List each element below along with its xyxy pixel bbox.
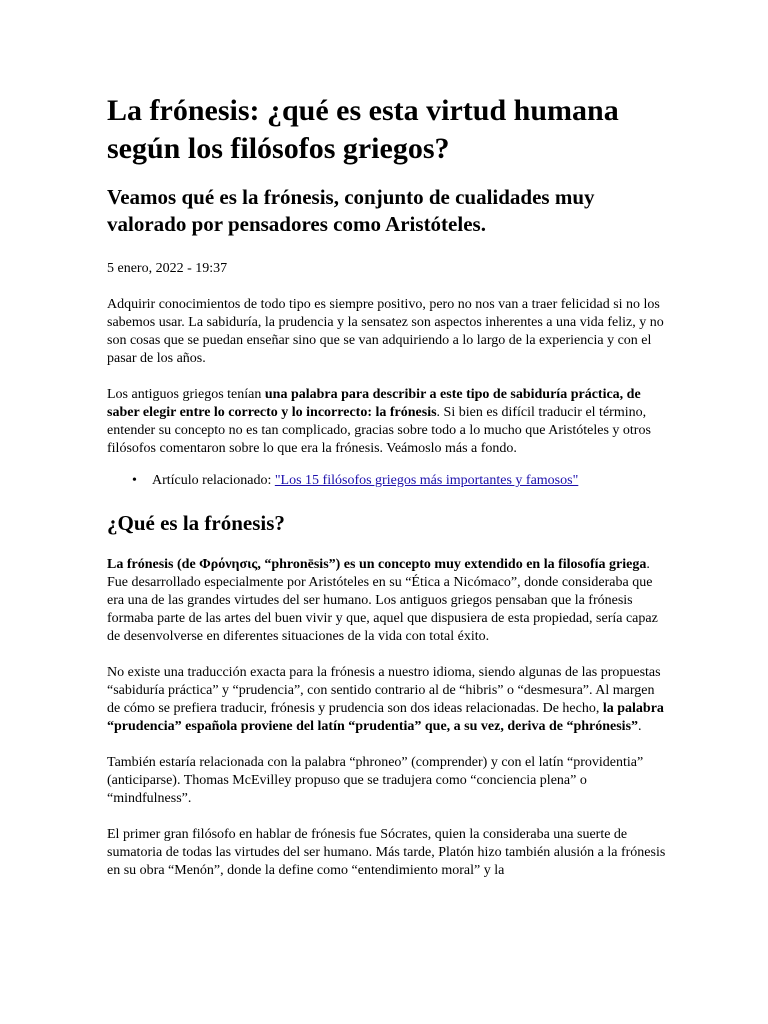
section-paragraph-1 bbox=[107, 556, 667, 646]
intro-p2-bold: una palabra para describir a este tipo de sabiduría práctica, de saber elegir entre lo correcto y lo incorrecto: la frónesis bbox=[107, 387, 641, 420]
related-article-item bbox=[107, 472, 667, 490]
related-article-list bbox=[107, 472, 667, 490]
section-heading: ¿Qué es la frónesis? bbox=[107, 511, 285, 535]
intro-p2-text-after: . Si bien es difícil traducir el término, entender su concepto no es tan complicado, gracias sobre todo a lo mucho que Aristóteles y otros filósofos comentaron sobre lo que era la frónesis. Veámoslo más a fondo. bbox=[107, 405, 651, 456]
bullet-icon: • bbox=[132, 473, 137, 488]
section-p1-text: . Fue desarrollado especialmente por Aristóteles en su “Ética a Nicómaco”, donde consideraba que era una de las grandes virtudes del ser humano. Los antiguos griegos pensaban que la frónesis formaba parte de las artes del buen vivir y que, aquel que dispusiera de esta propiedad, sería capaz de desenvolverse en diferentes situaciones de la vida con total éxito. bbox=[107, 557, 658, 644]
section-p2-text-after: . bbox=[638, 719, 642, 734]
section-p2-bold: la palabra “prudencia” española proviene del latín “prudentia” que, a su vez, deriva de “phrónesis” bbox=[107, 701, 664, 734]
section-p2-text-before: No existe una traducción exacta para la frónesis a nuestro idioma, siendo algunas de las propuestas “sabiduría práctica” y “prudencia”, con sentido contrario al de “hibris” o “desmesura”. Al margen de cómo se prefiera traducir, frónesis y prudencia son dos ideas relacionadas. De hecho, bbox=[107, 665, 661, 716]
intro-p2-text-before: Los antiguos griegos tenían bbox=[107, 387, 265, 402]
section-paragraph-3: También estaría relacionada con la palabra “phroneo” (comprender) y con el latín “providentia” (anticiparse). Thomas McEvilley propuso que se tradujera como “conciencia plena” o “mindfulness”. bbox=[107, 755, 644, 806]
intro-paragraph-2 bbox=[107, 386, 667, 458]
article bbox=[107, 92, 667, 880]
intro-paragraph-1: Adquirir conocimientos de todo tipo es siempre positivo, pero no nos van a traer felicidad si no los sabemos usar. La sabiduría, la prudencia y la sensatez son aspectos inherentes a una vida feliz, y no son cosas que se puedan enseñar sino que se van adquiriendo a lo largo de la experiencia y con el pasar de los años. bbox=[107, 297, 664, 366]
publish-date: 5 enero, 2022 - 19:37 bbox=[107, 261, 228, 276]
section-paragraph-4: El primer gran filósofo en hablar de frónesis fue Sócrates, quien la consideraba una suerte de sumatoria de todas las virtudes del ser humano. Más tarde, Platón hizo también alusión a la frónesis en su obra “Menón”, donde la define como “entendimiento moral” y la bbox=[107, 827, 666, 878]
related-article-label: Artículo relacionado: bbox=[152, 473, 275, 488]
section-paragraph-2 bbox=[107, 664, 667, 736]
article-subtitle: Veamos qué es la frónesis, conjunto de cualidades muy valorado por pensadores como Aristóteles. bbox=[107, 185, 595, 236]
related-article-link[interactable]: "Los 15 filósofos griegos más importantes y famosos" bbox=[274, 473, 579, 488]
section-p1-bold: La frónesis (de Φρόνησις, “phronēsis”) es un concepto muy extendido en la filosofía griega bbox=[107, 557, 647, 572]
article-title: La frónesis: ¿qué es esta virtud humana según los filósofos griegos? bbox=[107, 94, 619, 165]
